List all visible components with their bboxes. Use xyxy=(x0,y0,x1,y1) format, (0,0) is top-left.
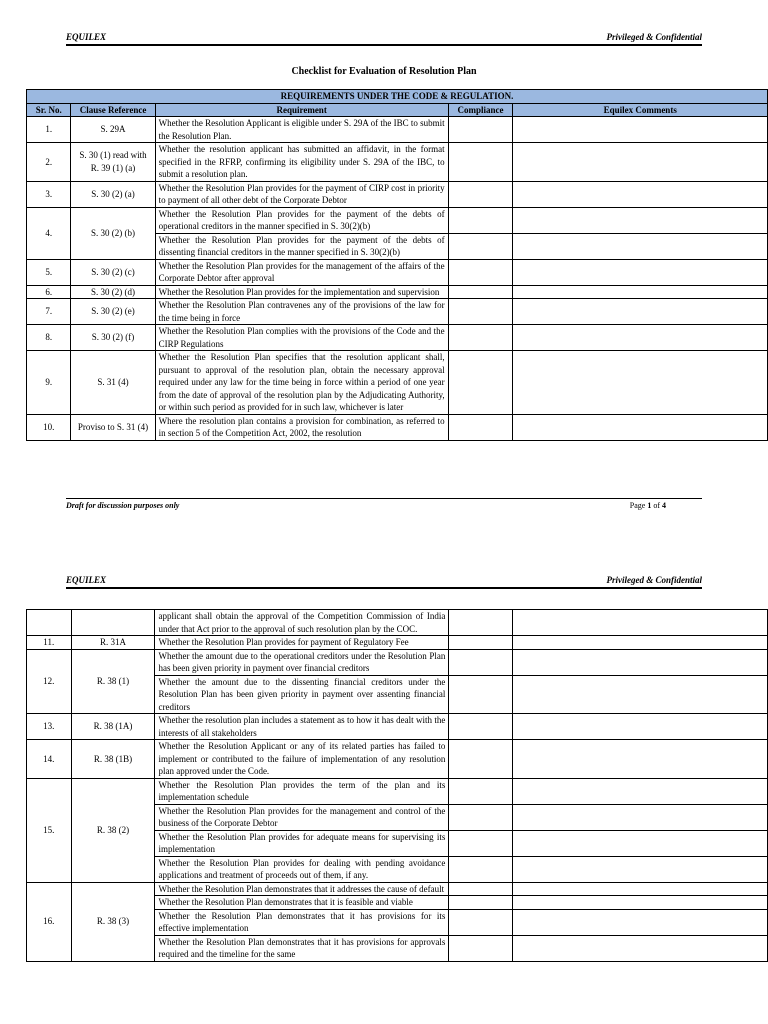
page-header xyxy=(66,575,702,589)
cell-equilex-comments[interactable] xyxy=(513,856,768,882)
cell-clause-reference: S. 30 (2) (b) xyxy=(71,207,155,259)
cell-requirement: Whether the Resolution Applicant is eligible under S. 29A of the IBC to submit the Resolution Plan. xyxy=(155,117,448,143)
document-page-2 xyxy=(0,560,768,1024)
cell-requirement: Whether the Resolution Plan provides for the payment of the debts of dissenting financial creditors in the manner specified in S. 30(2)(b) xyxy=(155,233,448,259)
cell-compliance[interactable] xyxy=(448,351,513,415)
cell-compliance[interactable] xyxy=(449,830,513,856)
cell-equilex-comments[interactable] xyxy=(513,233,768,259)
cell-sr-no: 6. xyxy=(27,285,71,299)
cell-equilex-comments[interactable] xyxy=(513,636,768,650)
cell-clause-reference: Proviso to S. 31 (4) xyxy=(71,414,155,440)
cell-requirement: Whether the Resolution Plan provides for the payment of CIRP cost in priority to payment of all other debt of the Corporate Debtor xyxy=(155,181,448,207)
cell-compliance[interactable] xyxy=(449,778,513,804)
cell-equilex-comments[interactable] xyxy=(513,909,768,935)
table-header-row xyxy=(27,103,768,117)
cell-requirement: Whether the Resolution Plan contravenes any of the provisions of the law for the time being in force xyxy=(155,299,448,325)
table-row xyxy=(27,714,768,740)
cell-compliance[interactable] xyxy=(449,636,513,650)
cell-sr-no: 15. xyxy=(27,778,72,882)
table-row xyxy=(27,325,768,351)
cell-sr-no: 8. xyxy=(27,325,71,351)
cell-requirement: Whether the Resolution Plan provides for the management of the affairs of the Corporate Debtor after approval xyxy=(155,259,448,285)
cell-clause-reference: R. 38 (1B) xyxy=(71,740,155,779)
cell-requirement: Whether the amount due to the dissenting financial creditors under the Resolution Plan has been given priority in payment over assenting financial creditors xyxy=(155,675,449,714)
footer-draft-note: Draft for discussion purposes only xyxy=(66,501,180,510)
cell-compliance[interactable] xyxy=(449,804,513,830)
cell-clause-reference: S. 30 (2) (e) xyxy=(71,299,155,325)
cell-sr-no: 14. xyxy=(27,740,72,779)
cell-sr-no: 5. xyxy=(27,259,71,285)
cell-sr-no: 9. xyxy=(27,351,71,415)
cell-compliance[interactable] xyxy=(448,207,513,233)
table-row xyxy=(27,299,768,325)
cell-compliance[interactable] xyxy=(449,882,513,896)
cell-compliance[interactable] xyxy=(448,233,513,259)
cell-requirement: Whether the Resolution Plan provides the term of the plan and its implementation schedule xyxy=(155,778,449,804)
cell-equilex-comments[interactable] xyxy=(513,830,768,856)
header-left: EQUILEX xyxy=(66,575,107,585)
cell-requirement: Whether the resolution applicant has submitted an affidavit, in the format specified in the RFRP, confirming its eligibility under S. 29A of the IBC, to submit a resolution plan. xyxy=(155,143,448,182)
cell-requirement: Whether the Resolution Plan specifies that the resolution applicant shall, pursuant to approval of the resolution plan, obtain the necessary approval required under any law for the time being in force within a period of one year from the date of approval of the resolution plan by the Adjudicating Authority, or within such period as provided for in such law, whichever is later xyxy=(155,351,448,415)
cell-clause-reference: R. 31A xyxy=(71,636,155,650)
table-row xyxy=(27,414,768,440)
cell-clause-reference: S. 30 (2) (a) xyxy=(71,181,155,207)
col-header-sr-no: Sr. No. xyxy=(27,103,71,117)
table-row xyxy=(27,207,768,233)
cell-compliance[interactable] xyxy=(449,856,513,882)
cell-compliance[interactable] xyxy=(449,909,513,935)
cell-equilex-comments[interactable] xyxy=(513,740,768,779)
cell-clause-reference: R. 38 (1) xyxy=(71,649,155,714)
cell-compliance[interactable] xyxy=(449,675,513,714)
cell-compliance[interactable] xyxy=(448,117,513,143)
cell-clause-reference: R. 38 (3) xyxy=(71,882,155,961)
cell-clause-reference: R. 38 (1A) xyxy=(71,714,155,740)
cell-clause-reference: R. 38 (2) xyxy=(71,778,155,882)
cell-equilex-comments[interactable] xyxy=(513,285,768,299)
cell-requirement: Whether the Resolution Applicant or any of its related parties has failed to implement or contributed to the failure of implementation of any resolution plan approved under the Code. xyxy=(155,740,449,779)
table-row xyxy=(27,636,768,650)
cell-compliance[interactable] xyxy=(448,299,513,325)
cell-clause-reference: S. 31 (4) xyxy=(71,351,155,415)
cell-clause-reference: S. 29A xyxy=(71,117,155,143)
cell-clause-reference xyxy=(71,610,155,636)
col-header-requirement: Requirement xyxy=(155,103,448,117)
cell-requirement: Whether the amount due to the operational creditors under the Resolution Plan has been given priority in payment over financial creditors xyxy=(155,649,449,675)
cell-requirement: Where the resolution plan contains a provision for combination, as referred to in section 5 of the Competition Act, 2002, the resolution xyxy=(155,414,448,440)
cell-equilex-comments[interactable] xyxy=(513,649,768,675)
cell-equilex-comments[interactable] xyxy=(513,414,768,440)
cell-equilex-comments[interactable] xyxy=(513,896,768,910)
cell-requirement: Whether the resolution plan includes a statement as to how it has dealt with the interests of all stakeholders xyxy=(155,714,449,740)
cell-equilex-comments[interactable] xyxy=(513,117,768,143)
cell-sr-no: 1. xyxy=(27,117,71,143)
cell-sr-no xyxy=(27,610,72,636)
cell-requirement: Whether the Resolution Plan demonstrates that it is feasible and viable xyxy=(155,896,449,910)
cell-clause-reference: S. 30 (2) (d) xyxy=(71,285,155,299)
cell-equilex-comments[interactable] xyxy=(513,610,768,636)
cell-sr-no: 2. xyxy=(27,143,71,182)
cell-requirement: Whether the Resolution Plan provides for dealing with pending avoidance applications and treatment of proceeds out of them, if any. xyxy=(155,856,449,882)
cell-sr-no: 12. xyxy=(27,649,72,714)
cell-requirement: Whether the Resolution Plan demonstrates that it has provisions for approvals required and the timeline for the same xyxy=(155,935,449,961)
cell-requirement: Whether the Resolution Plan provides for adequate means for supervising its implementation xyxy=(155,830,449,856)
cell-requirement: Whether the Resolution Plan complies with the provisions of the Code and the CIRP Regulations xyxy=(155,325,448,351)
checklist-table xyxy=(26,89,768,441)
cell-requirement: Whether the Resolution Plan provides for the payment of the debts of operational creditors in the manner specified in S. 30(2)(b) xyxy=(155,207,448,233)
table-row xyxy=(27,259,768,285)
cell-equilex-comments[interactable] xyxy=(513,675,768,714)
cell-compliance[interactable] xyxy=(448,414,513,440)
cell-equilex-comments[interactable] xyxy=(513,325,768,351)
cell-equilex-comments[interactable] xyxy=(513,207,768,233)
cell-sr-no: 16. xyxy=(27,882,72,961)
cell-requirement: Whether the Resolution Plan provides for the implementation and supervision xyxy=(155,285,448,299)
table-row xyxy=(27,181,768,207)
cell-compliance[interactable] xyxy=(448,259,513,285)
col-header-comments: Equilex Comments xyxy=(513,103,768,117)
header-right: Privileged & Confidential xyxy=(606,32,702,42)
table-row xyxy=(27,610,768,636)
cell-compliance[interactable] xyxy=(449,649,513,675)
table-row xyxy=(27,778,768,804)
table-row xyxy=(27,740,768,779)
page-footer xyxy=(66,498,702,513)
header-left: EQUILEX xyxy=(66,32,107,42)
table-row xyxy=(27,882,768,896)
page-number: Page 1 of 4 xyxy=(629,501,666,510)
cell-clause-reference: S. 30 (2) (c) xyxy=(71,259,155,285)
table-row xyxy=(27,351,768,415)
cell-requirement: applicant shall obtain the approval of the Competition Commission of India under that Act prior to the approval of such resolution plan by the COC. xyxy=(155,610,449,636)
cell-equilex-comments[interactable] xyxy=(513,882,768,896)
band-title: REQUIREMENTS UNDER THE CODE & REGULATION. xyxy=(27,90,768,104)
cell-sr-no: 10. xyxy=(27,414,71,440)
col-header-clause: Clause Reference xyxy=(71,103,155,117)
cell-compliance[interactable] xyxy=(449,714,513,740)
cell-equilex-comments[interactable] xyxy=(513,351,768,415)
table-row xyxy=(27,117,768,143)
table-row xyxy=(27,649,768,675)
cell-sr-no: 11. xyxy=(27,636,72,650)
table-band-row xyxy=(27,90,768,104)
cell-compliance[interactable] xyxy=(449,610,513,636)
table-row xyxy=(27,143,768,182)
cell-equilex-comments[interactable] xyxy=(513,935,768,961)
checklist-table-continued xyxy=(26,609,768,962)
cell-equilex-comments[interactable] xyxy=(513,714,768,740)
document-title: Checklist for Evaluation of Resolution Plan xyxy=(291,66,477,77)
header-right: Privileged & Confidential xyxy=(606,575,702,585)
cell-requirement: Whether the Resolution Plan demonstrates that it addresses the cause of default xyxy=(155,882,449,896)
table-row xyxy=(27,285,768,299)
cell-sr-no: 7. xyxy=(27,299,71,325)
cell-compliance[interactable] xyxy=(448,325,513,351)
cell-compliance[interactable] xyxy=(449,896,513,910)
cell-equilex-comments[interactable] xyxy=(513,299,768,325)
cell-equilex-comments[interactable] xyxy=(513,259,768,285)
cell-sr-no: 3. xyxy=(27,181,71,207)
cell-equilex-comments[interactable] xyxy=(513,778,768,804)
cell-requirement: Whether the Resolution Plan provides for the management and control of the business of the Corporate Debtor xyxy=(155,804,449,830)
cell-equilex-comments[interactable] xyxy=(513,804,768,830)
cell-clause-reference: S. 30 (1) read with R. 39 (1) (a) xyxy=(71,143,155,182)
col-header-compliance: Compliance xyxy=(448,103,513,117)
cell-equilex-comments[interactable] xyxy=(513,143,768,182)
cell-compliance[interactable] xyxy=(448,143,513,182)
cell-compliance[interactable] xyxy=(449,935,513,961)
cell-equilex-comments[interactable] xyxy=(513,181,768,207)
cell-clause-reference: S. 30 (2) (f) xyxy=(71,325,155,351)
cell-requirement: Whether the Resolution Plan provides for payment of Regulatory Fee xyxy=(155,636,449,650)
cell-sr-no: 4. xyxy=(27,207,71,259)
cell-sr-no: 13. xyxy=(27,714,72,740)
cell-compliance[interactable] xyxy=(449,740,513,779)
cell-compliance[interactable] xyxy=(448,181,513,207)
cell-requirement: Whether the Resolution Plan demonstrates that it has provisions for its effective implementation xyxy=(155,909,449,935)
cell-compliance[interactable] xyxy=(448,285,513,299)
page-header xyxy=(66,32,702,46)
